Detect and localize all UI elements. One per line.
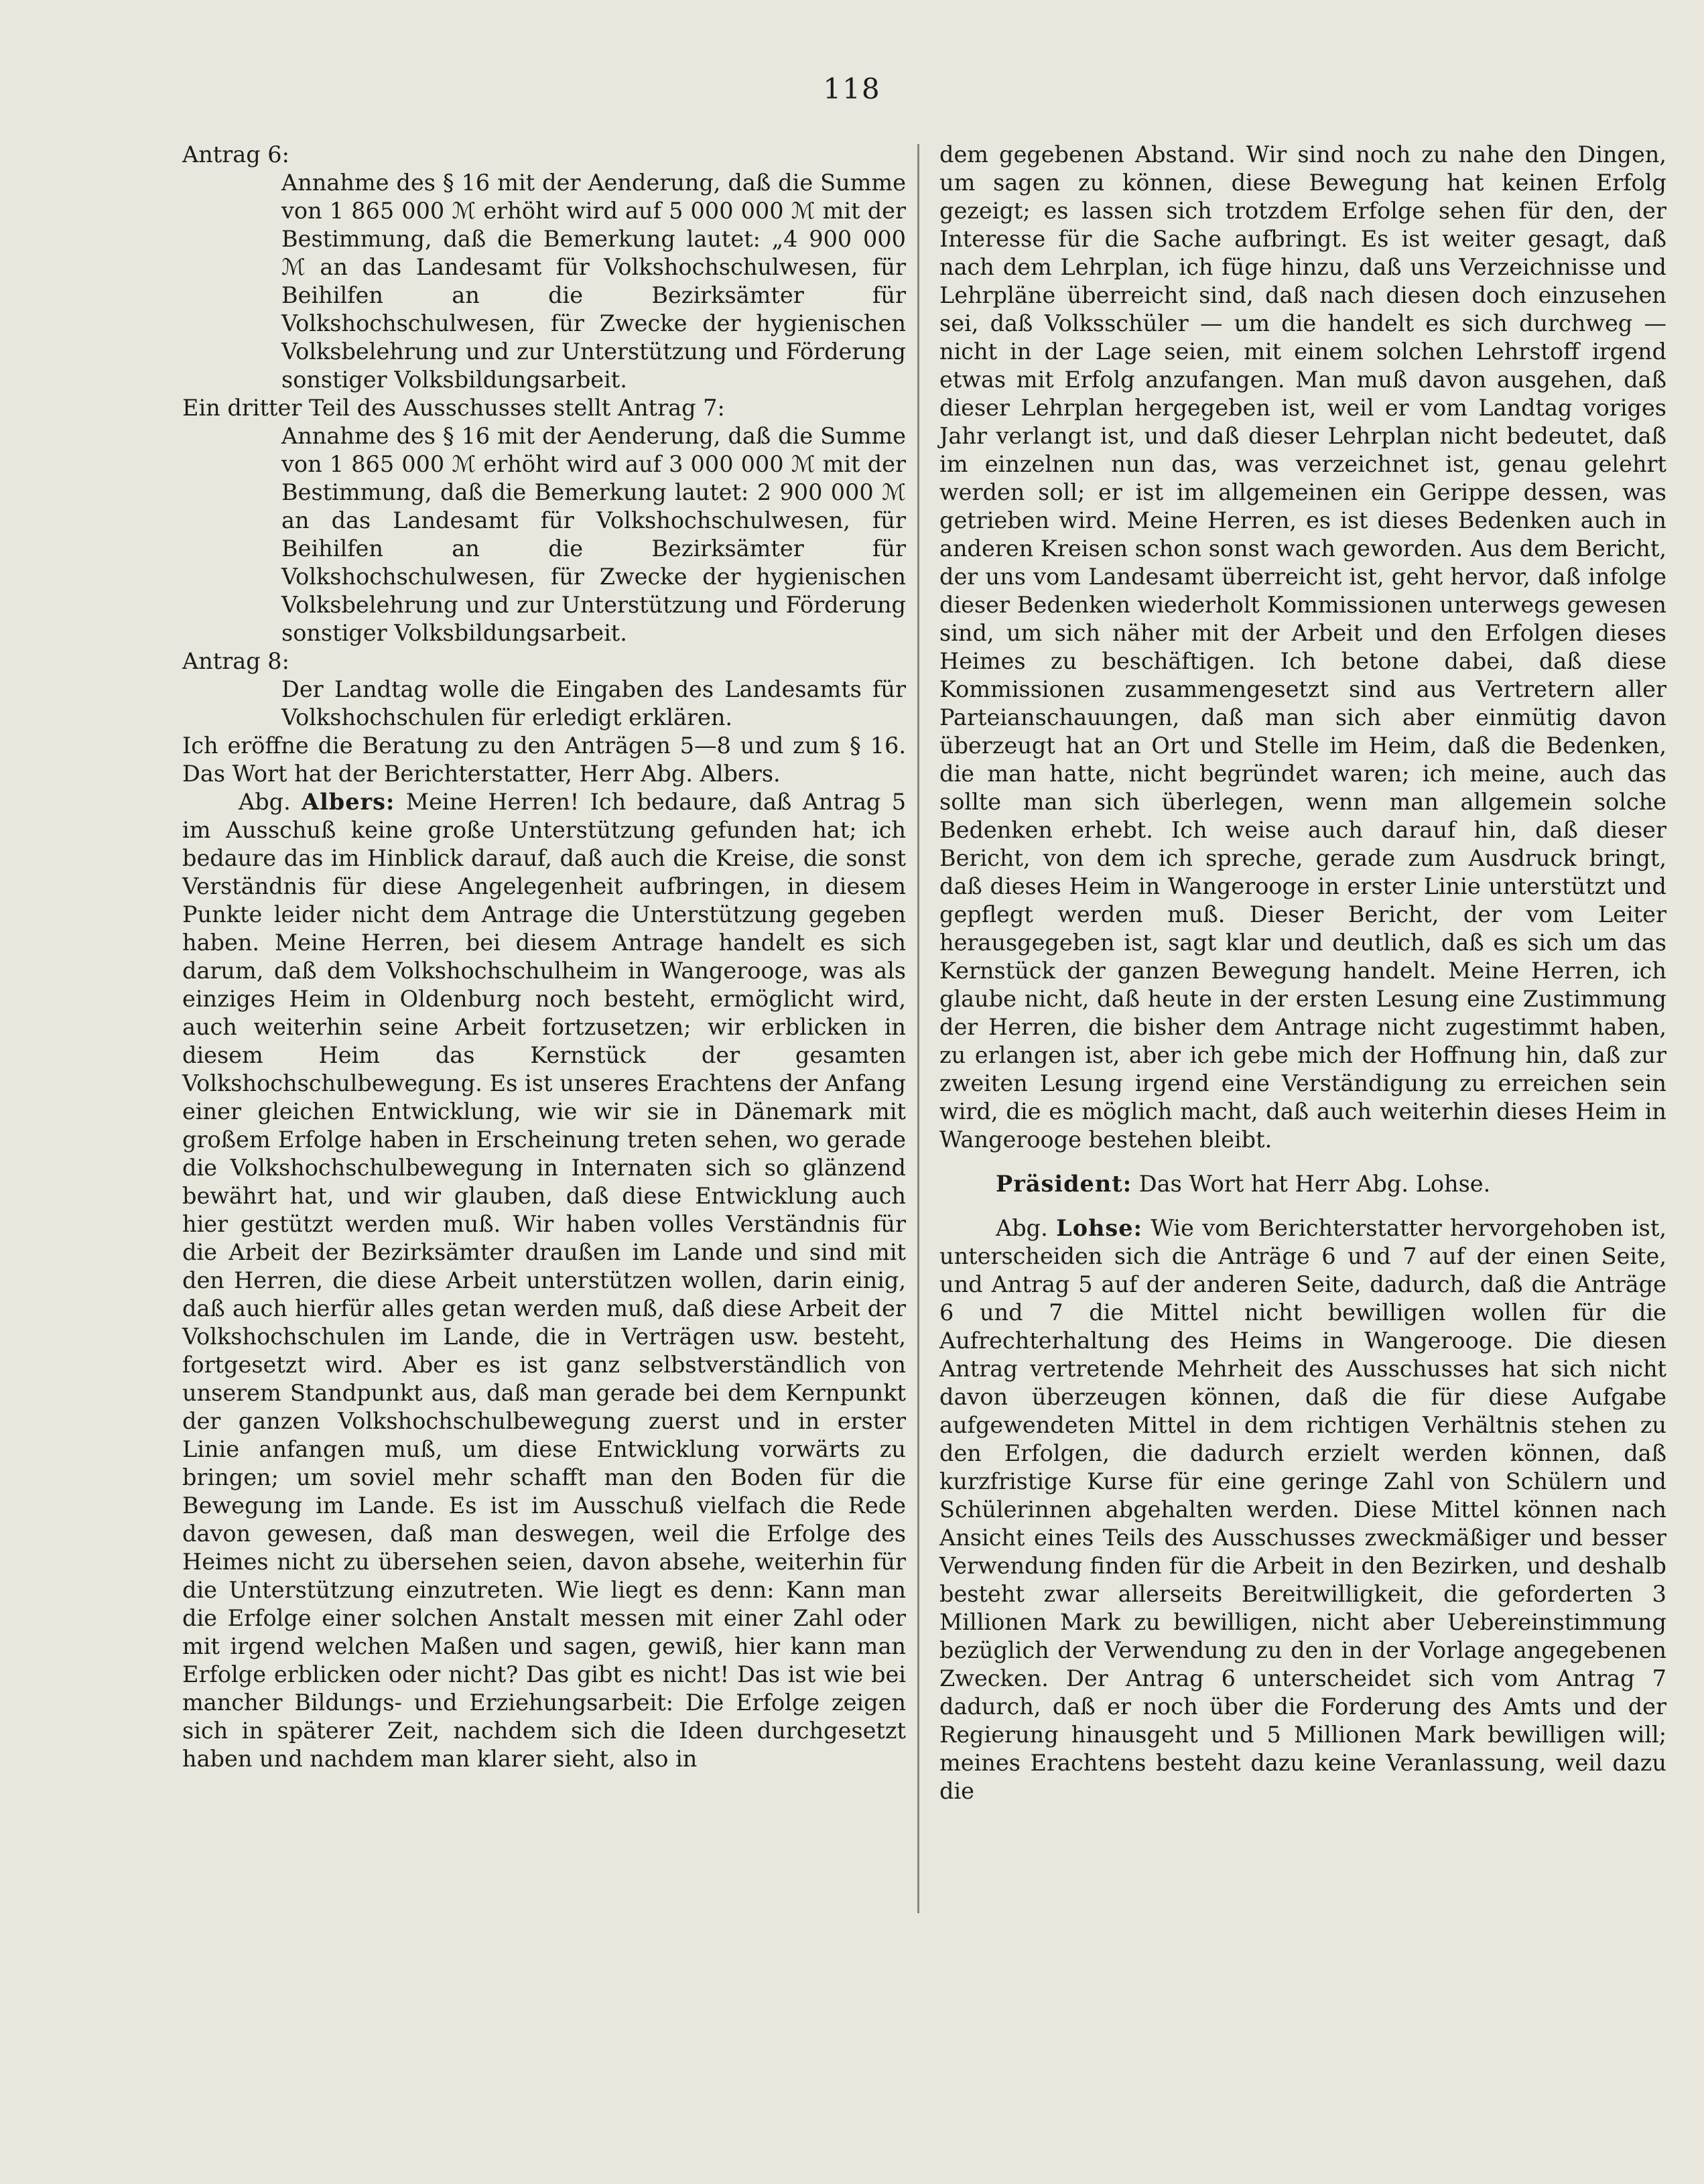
antrag-6-label: Antrag 6: (182, 141, 289, 168)
albers-prefix: Abg. (239, 789, 291, 815)
eroeffnung-paragraph: Ich eröffne die Beratung zu den Anträgen 5—8 und zum § 16. Das Wort hat der Berichterstatter, Herr Abg. Albers. (182, 732, 906, 787)
albers-speech-continued: dem gegebenen Abstand. Wir sind noch zu nahe den Dingen, um sagen zu können, diese Bewegung hat keinen Erfolg gezeigt; es lassen sich trotzdem Erfolge sehen für den, der Interesse für die Sache aufbringt. Es ist weiter gesagt, daß nach dem Lehrplan, ich füge hinzu, daß uns Verzeichnisse und Lehrpläne überreicht sind, daß nach diesen doch einzusehen sei, daß Volksschüler — um die handelt es sich durchweg — nicht in der Lage seien, mit einem solchen Lehrstoff irgend etwas mit Erfolg anzufangen. Man muß davon ausgehen, daß dieser Lehrplan hergegeben ist, weil er vom Landtag voriges Jahr verlangt ist, und daß dieser Lehrplan nicht bedeutet, daß im einzelnen nun das, was verzeichnet ist, genau gelehrt werden soll; er ist im allgemeinen ein Gerippe dessen, was getrieben wird. Meine Herren, es ist dieses Bedenken auch in anderen Kreisen schon sonst wach geworden. Aus dem Bericht, der uns vom Landesamt überreicht ist, geht hervor, daß infolge dieser Bedenken wiederholt Kommissionen unterwegs gewesen sind, um sich näher mit der Arbeit und den Erfolgen dieses Heimes zu beschäftigen. Ich betone dabei, daß diese Kommissionen zusammengesetzt sind aus Vertretern aller Parteianschauungen, daß man sich aber einmütig davon überzeugt hat an Ort und Stelle im Heim, daß die Bedenken, die man hatte, nicht begründet waren; ich meine, auch das sollte man sich überlegen, wenn man allgemein solche Bedenken erhebt. Ich weise auch darauf hin, daß dieser Bericht, von dem ich spreche, gerade zum Ausdruck bringt, daß dieses Heim in Wangerooge in erster Linie unterstützt und gepflegt werden muß. Dieser Bericht, der vom Leiter herausgegeben ist, sagt klar und deutlich, daß es sich um das Kernstück der ganzen Bewegung handelt. Meine Herren, ich glaube nicht, daß heute in der ersten Lesung eine Zustimmung der Herren, die bisher dem Antrage nicht zugestimmt haben, zu erlangen ist, aber ich gebe mich der Hoffnung hin, daß zur zweiten Lesung irgend eine Verständigung zu erreichen sein wird, die es möglich macht, daß auch weiterhin dieses Heim in Wangerooge bestehen bleibt. (939, 141, 1666, 1153)
albers-speech (182, 788, 906, 1773)
column-divider (917, 144, 919, 1913)
page-number: 118 (823, 72, 881, 105)
left-column (182, 141, 906, 1773)
albers-speaker-name: Albers: (302, 789, 395, 815)
antrag-6-text: Annahme des § 16 mit der Aenderung, daß die Summe von 1 865 000 ℳ erhöht wird auf 5 000 000 ℳ mit der Bestimmung, daß die Bemerkung lautet: „4 900 000 ℳ an das Landesamt für Volkshochschulwesen, für Beihilfen an die Bezirksämter für Volkshochschulwesen, für Zwecke der hygienischen Volksbelehrung und zur Unterstützung und Förderung sonstiger Volksbildungsarbeit. (281, 170, 906, 393)
praesident-speaker-name: Präsident: (996, 1171, 1132, 1197)
paragraph-spacer (939, 1198, 1666, 1214)
albers-speech-text: Meine Herren! Ich bedaure, daß Antrag 5 im Ausschuß keine große Unterstützung gefunden hat; ich bedaure das im Hinblick darauf, daß auch die Kreise, die sonst Verständnis für diese Angelegenheit aufbringen, in diesem Punkte leider nicht dem Antrage die Unterstützung gegeben haben. Meine Herren, bei diesem Antrage handelt es sich darum, daß dem Volkshochschulheim in Wangerooge, was als einziges Heim in Oldenburg noch besteht, ermöglicht wird, auch weiterhin seine Arbeit fortzusetzen; wir erblicken in diesem Heim das Kernstück der gesamten Volkshochschulbewegung. Es ist unseres Erachtens der Anfang einer gleichen Entwicklung, wie wir sie in Dänemark mit großem Erfolge haben in Erscheinung treten sehen, wo gerade die Volkshochschulbewegung in Internaten sich so glänzend bewährt hat, und wir glauben, daß diese Entwicklung auch hier gestützt werden muß. Wir haben volles Verständnis für die Arbeit der Bezirksämter draußen im Lande und sind mit den Herren, die diese Arbeit unterstützen wollen, darin einig, daß auch hierfür alles getan werden muß, daß diese Arbeit der Volkshochschulen im Lande, die in Verträgen usw. besteht, fortgesetzt wird. Aber es ist ganz selbstverständlich von unserem Standpunkt aus, daß man gerade bei dem Kernpunkt der ganzen Volkshochschulbewegung zuerst und in erster Linie anfangen muß, um diese Entwicklung vorwärts zu bringen; um soviel mehr schafft man den Boden für die Bewegung im Lande. Es ist im Ausschuß vielfach die Rede davon gewesen, daß man deswegen, weil die Erfolge des Heimes nicht zu übersehen seien, davon absehe, weiterhin für die Unterstützung einzutreten. Wie liegt es denn: Kann man die Erfolge einer solchen Anstalt messen mit einer Zahl oder mit irgend welchen Maßen und sagen, gewiß, hier kann man Erfolge erblicken oder nicht? Das gibt es nicht! Das ist wie bei mancher Bildungs- und Erziehungsarbeit: Die Erfolge zeigen sich in späterer Zeit, nachdem sich die Ideen durchgesetzt haben und nachdem man klarer sieht, also in (182, 789, 907, 1772)
antrag-8-text: Der Landtag wolle die Eingaben des Landesamts für Volkshochschulen für erledigt erklären. (281, 676, 906, 730)
lohse-speech-text: Wie vom Berichterstatter hervorgehoben ist, unterscheiden sich die Anträge 6 und 7 auf der einen Seite, und Antrag 5 auf der anderen Seite, dadurch, daß die Anträge 6 und 7 die Mittel nicht bewilligen wollen für die Aufrechterhaltung des Heims in Wangerooge. Die diesen Antrag vertretende Mehrheit des Ausschusses hat sich nicht davon überzeugen können, daß die für diese Aufgabe aufgewendeten Mittel in dem richtigen Verhältnis stehen zu den Erfolgen, die dadurch erzielt werden können, daß kurzfristige Kurse für eine geringe Zahl von Schülern und Schülerinnen abgehalten werden. Diese Mittel können nach Ansicht eines Teils des Ausschusses zweckmäßiger und besser Verwendung finden für die Arbeit in den Bezirken, und deshalb besteht zwar allerseits Bereitwilligkeit, die geforderten 3 Millionen Mark zu bewilligen, nicht aber Uebereinstimmung bezüglich der Verwendung zu den in der Vorlage angegebenen Zwecken. Der Antrag 6 unterscheidet sich vom Antrag 7 dadurch, daß er noch über die Forderung des Amts und der Regierung hinausgeht und 5 Millionen Mark bewilligen will; meines Erachtens besteht dazu keine Veranlassung, weil dazu die (939, 1215, 1666, 1804)
antrag-8-label: Antrag 8: (182, 648, 289, 674)
right-column (939, 141, 1666, 1805)
antrag-7-text: Annahme des § 16 mit der Aenderung, daß die Summe von 1 865 000 ℳ erhöht wird auf 3 000 000 ℳ mit der Bestimmung, daß die Bemerkung lautet: 2 900 000 ℳ an das Landesamt für Volkshochschulwesen, für Beihilfen an die Bezirksämter für Volkshochschulwesen, für Zwecke der hygienischen Volksbelehrung und zur Unterstützung und Förderung sonstiger Volksbildungsarbeit. (281, 423, 906, 646)
lohse-speech (939, 1214, 1666, 1805)
dritter-teil-label: Ein dritter Teil des Ausschusses stellt Antrag 7: (182, 395, 725, 421)
paragraph-spacer (939, 1154, 1666, 1170)
praesident-text: Das Wort hat Herr Abg. Lohse. (1138, 1171, 1491, 1197)
praesident-statement (939, 1170, 1666, 1198)
lohse-prefix: Abg. (996, 1215, 1048, 1241)
lohse-speaker-name: Lohse: (1056, 1215, 1142, 1241)
